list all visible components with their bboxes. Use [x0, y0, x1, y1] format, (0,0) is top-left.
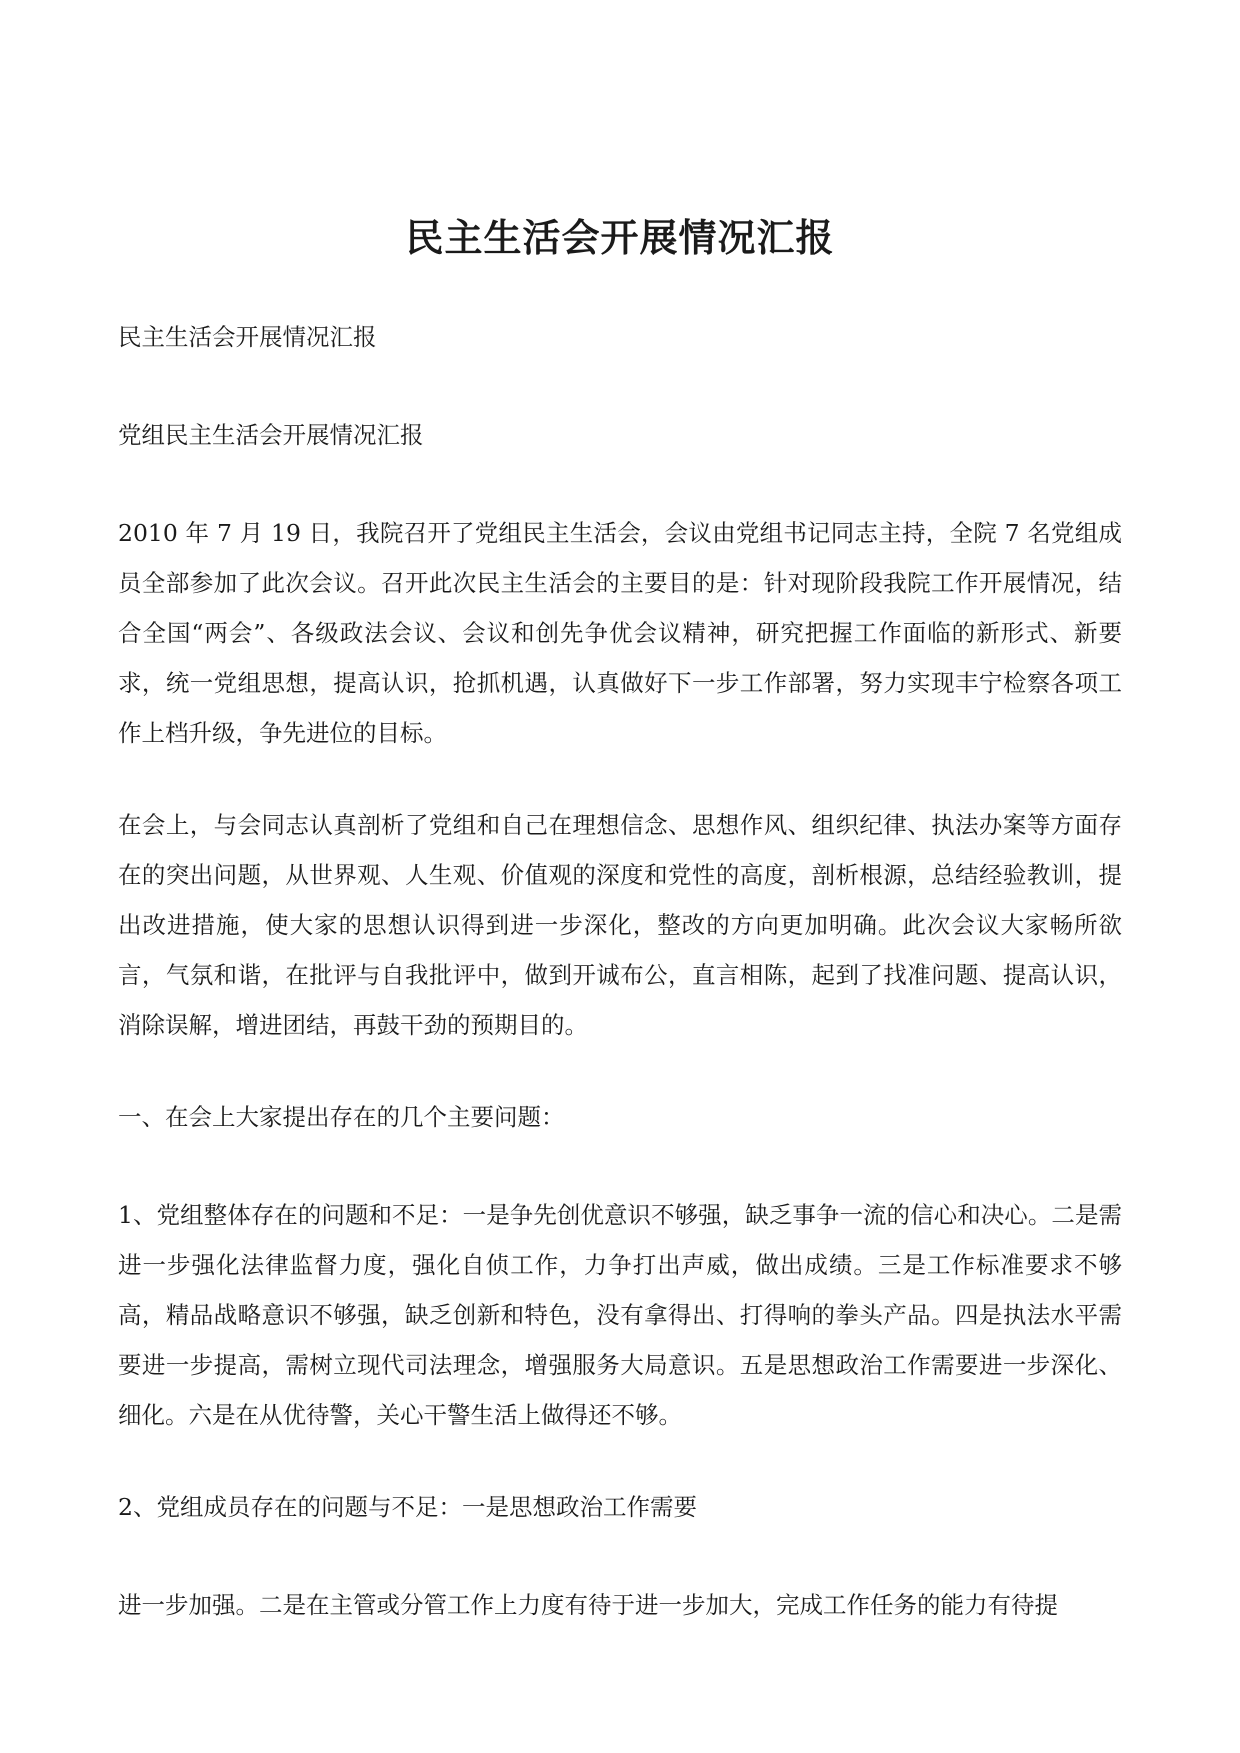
paragraph-meeting-summary: 2010 年 7 月 19 日，我院召开了党组民主生活会，会议由党组书记同志主持，全院 7 名党组成员全部参加了此次会议。召开此次民主生活会的主要目的是：针对现阶段我院工作开展情况，结合全国“两会”、各级政法会议、会议和创先争优会议精神，研究把握工作面临的新形式、新要求，统一党组思想，提高认识，抢抓机遇，认真做好下一步工作部署，努力实现丰宁检察各项工作上档升级，争先进位的目标。: [118, 519, 1122, 747]
section-heading-problems: 一、在会上大家提出存在的几个主要问题：: [118, 1103, 565, 1131]
paragraph-member-problems: 2、党组成员存在的问题与不足：一是思想政治工作需要: [118, 1493, 697, 1521]
document-title: 民主生活会开展情况汇报: [405, 215, 835, 261]
paragraph-subtitle: 民主生活会开展情况汇报: [118, 323, 377, 351]
paragraph-member-problems-continued: 进一步加强。二是在主管或分管工作上力度有待于进一步加大，完成工作任务的能力有待提: [118, 1591, 1058, 1619]
paragraph-subtitle-party: 党组民主生活会开展情况汇报: [118, 421, 424, 449]
paragraph-overall-problems: 1、党组整体存在的问题和不足：一是争先创优意识不够强，缺乏事争一流的信心和决心。二是需进一步强化法律监督力度，强化自侦工作，力争打出声威，做出成绩。三是工作标准要求不够高，精品战略意识不够强，缺乏创新和特色，没有拿得出、打得响的拳头产品。四是执法水平需要进一步提高，需树立现代司法理念，增强服务大局意识。五是思想政治工作需要进一步深化、细化。六是在从优待警，关心干警生活上做得还不够。: [118, 1201, 1122, 1429]
paragraph-meeting-analysis: 在会上，与会同志认真剖析了党组和自己在理想信念、思想作风、组织纪律、执法办案等方面存在的突出问题，从世界观、人生观、价值观的深度和党性的高度，剖析根源，总结经验教训，提出改进措施，使大家的思想认识得到进一步深化，整改的方向更加明确。此次会议大家畅所欲言，气氛和谐，在批评与自我批评中，做到开诚布公，直言相陈，起到了找准问题、提高认识，消除误解，增进团结，再鼓干劲的预期目的。: [118, 811, 1122, 1039]
